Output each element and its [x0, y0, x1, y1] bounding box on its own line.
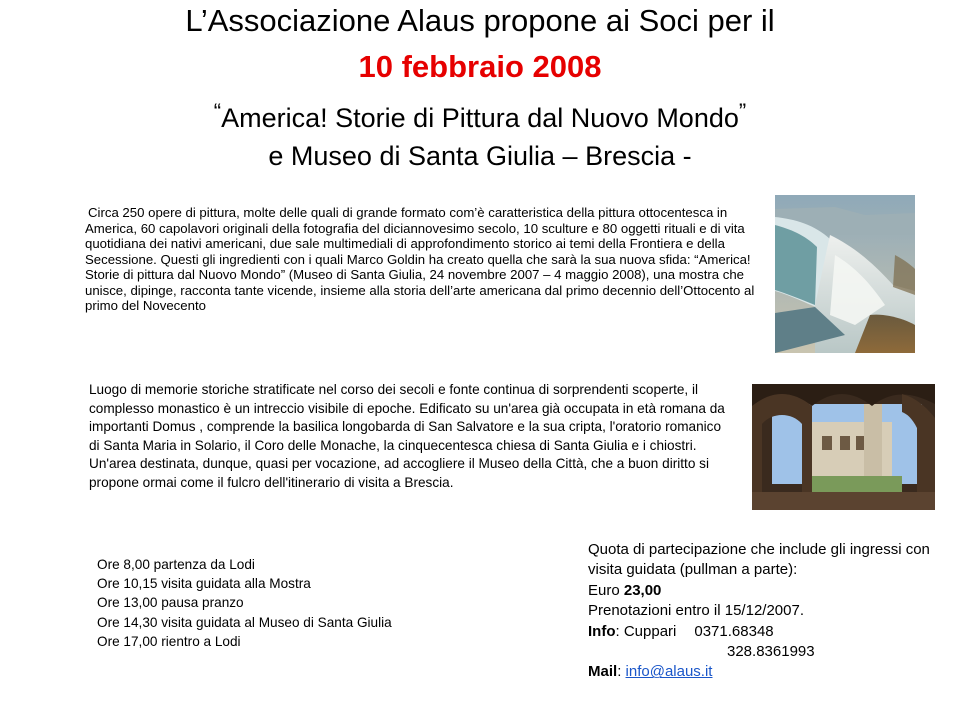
schedule-item: Ore 17,00 rientro a Lodi — [97, 633, 241, 649]
price-prefix: Euro — [588, 581, 624, 599]
itinerary-schedule — [97, 555, 517, 651]
open-quote: “ — [213, 99, 222, 124]
price-line — [588, 581, 958, 601]
header-line-1: L’Associazione Alaus propone ai Soci per il — [185, 3, 775, 38]
schedule-item: Ore 14,30 visita guidata al Museo di Santa Giulia — [97, 614, 392, 630]
schedule-item: Ore 10,15 visita guidata alla Mostra — [97, 576, 311, 592]
exhibition-title-text: America! Storie di Pittura dal Nuovo Mondo — [221, 103, 739, 133]
niagara-falls-image — [775, 195, 915, 353]
quota-description: Quota di partecipazione che include gli ingressi con visita guidata (pullman a parte): — [588, 541, 930, 579]
close-quote: ” — [738, 99, 747, 124]
price-value: 23,00 — [623, 581, 662, 599]
mail-sep: : — [617, 663, 626, 681]
mail-label: Mail — [588, 663, 618, 681]
niagara-falls-painting — [775, 195, 915, 353]
phone-2: 328.8361993 — [727, 643, 815, 661]
santa-giulia-cloister-photo — [752, 384, 935, 510]
schedule-item: Ore 13,00 pausa pranzo — [97, 595, 244, 611]
mostra-description: Circa 250 opere di pittura, molte delle quali di grande formato com’è caratteristica della pittura ottocentesca in America, 60 capolavori originali della fotografia del diciannovesimo secolo, 10 sculture e 80 oggetti rituali e di vita quotidiana dei nativi americani, due sale multimediali di approfondimento storico ai temi della Frontiera e della Secessione. Questi gli ingredienti con i quali Marco Goldin ha creato quella che sarà la sua nuova sfida: “America! Storie di pittura dal Nuovo Mondo” (Museo di Santa Giulia, 24 novembre 2007 – 4 maggio 2008), una mostra che unisce, dipinge, racconta tante vicende, insieme alla storia dell’arte americana dal primo decennio dell’Ottocento al primo del Novecento — [85, 205, 755, 313]
info-contact — [588, 622, 958, 642]
exhibition-title — [0, 94, 960, 136]
event-date: 10 febbraio 2008 — [358, 49, 602, 84]
header-line-4: e Museo di Santa Giulia – Brescia - — [268, 141, 692, 171]
schedule-item: Ore 8,00 partenza da Lodi — [97, 557, 255, 572]
info-label: Info — [588, 622, 616, 640]
booking-deadline: Prenotazioni entro il 15/12/2007. — [588, 602, 804, 620]
phone-1: 0371.68348 — [694, 622, 774, 640]
cloister-image — [752, 384, 935, 510]
museo-description: Luogo di memorie storiche stratificate nel corso dei secoli e fonte continua di sorprendenti scoperte, il complesso monastico è un intreccio visibile di epoche. Edificato su un'area già occupata in età romana da importanti Domus , comprende la basilica longobarda di San Salvatore e la sua cripta, l'oratorio romanico di Santa Maria in Solario, il Coro delle Monache, la cinquecentesca chiesa di Santa Giulia e i chiostri. Un'area destinata, dunque, quasi per vocazione, ad accogliere il Museo della Città, che a buon diritto si propone ormai come il fulcro dell'itinerario di visita a Brescia. — [89, 382, 725, 490]
email-link[interactable]: info@alaus.it — [625, 663, 713, 681]
info-name: : Cuppari — [615, 622, 677, 640]
mail-contact — [588, 662, 958, 682]
participation-info — [588, 540, 958, 683]
